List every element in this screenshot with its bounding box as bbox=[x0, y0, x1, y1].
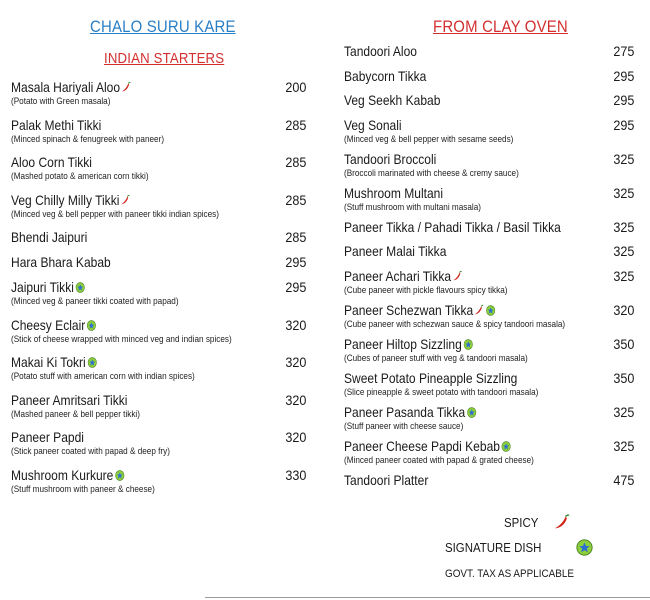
menu-item-name bbox=[344, 437, 511, 455]
menu-item bbox=[11, 353, 306, 391]
menu-item-row bbox=[344, 91, 634, 109]
menu-item-name-text: Babycorn Tikka bbox=[344, 67, 427, 84]
chili-icon bbox=[121, 81, 131, 93]
menu-item-name-text: Tandoori Platter bbox=[344, 471, 429, 488]
menu-item-row bbox=[344, 369, 634, 387]
signature-star-icon bbox=[576, 539, 593, 556]
menu-item-name-text: Paneer Hiltop Sizzling bbox=[344, 335, 462, 352]
chili-icon bbox=[452, 270, 462, 282]
menu-item-price: 320 bbox=[612, 301, 634, 318]
signature-star-icon bbox=[486, 305, 495, 316]
menu-item bbox=[344, 42, 634, 67]
menu-item-row bbox=[11, 191, 306, 209]
menu-item-description: (Minced veg & bell pepper with paneer tikki indian spices) bbox=[11, 208, 219, 220]
menu-item-name-text: Mushroom Kurkure bbox=[11, 466, 114, 483]
legend-spicy-label: SPICY bbox=[504, 515, 539, 530]
menu-item-price: 325 bbox=[612, 243, 634, 259]
menu-item bbox=[344, 267, 634, 301]
menu-item-row bbox=[11, 428, 306, 446]
menu-item-price: 325 bbox=[612, 184, 634, 201]
menu-item-price: 350 bbox=[612, 335, 634, 352]
menu-item-price: 350 bbox=[612, 369, 634, 386]
menu-item-row bbox=[344, 116, 634, 134]
chili-icon bbox=[120, 194, 130, 206]
menu-item bbox=[344, 67, 634, 92]
menu-item bbox=[344, 91, 634, 116]
menu-item-name bbox=[11, 353, 97, 371]
menu-item bbox=[344, 437, 634, 471]
menu-item-name bbox=[344, 471, 428, 489]
menu-item-price: 200 bbox=[284, 79, 306, 95]
menu-item-row bbox=[11, 116, 306, 134]
menu-item-name-text: Paneer Amritsari Tikki bbox=[11, 391, 128, 408]
menu-item-row bbox=[11, 466, 306, 484]
menu-item-name bbox=[11, 253, 111, 271]
menu-item-description: (Stuff mushroom with multani masala) bbox=[344, 201, 481, 213]
menu-item-name-text: Aloo Corn Tikki bbox=[11, 154, 92, 170]
menu-item bbox=[344, 184, 634, 218]
menu-item-price: 320 bbox=[284, 391, 306, 408]
menu-item bbox=[11, 466, 306, 504]
menu-item-name-text: Paneer Malai Tikka bbox=[344, 243, 447, 259]
menu-item-description: (Cube paneer with pickle flavours spicy tikka) bbox=[344, 284, 508, 296]
menu-item-name bbox=[11, 153, 92, 171]
menu-item bbox=[344, 150, 634, 184]
menu-item-name-text: Makai Ki Tokri bbox=[11, 354, 86, 370]
menu-item-name-text: Mushroom Multani bbox=[344, 184, 444, 201]
menu-item-description: (Slice pineapple & sweet potato with tandoori masala) bbox=[344, 386, 539, 398]
menu-item-name-text: Sweet Potato Pineapple Sizzling bbox=[344, 369, 518, 386]
menu-item-name bbox=[344, 403, 476, 421]
menu-item bbox=[11, 278, 306, 316]
menu-item-name-text: Paneer Tikka / Pahadi Tikka / Basil Tikka bbox=[344, 218, 561, 235]
menu-item-name bbox=[344, 67, 426, 85]
menu-item-price: 285 bbox=[284, 116, 306, 133]
menu-item bbox=[11, 391, 306, 429]
menu-item-name-text: Tandoori Broccoli bbox=[344, 150, 437, 167]
menu-item-price: 320 bbox=[284, 354, 306, 370]
menu-item bbox=[11, 316, 306, 354]
menu-item-description: (Potato stuff with american corn with indian spices) bbox=[11, 371, 195, 382]
menu-item-description: (Minced veg & bell pepper with sesame seeds) bbox=[344, 133, 514, 145]
menu-item-name-text: Bhendi Jaipuri bbox=[11, 229, 88, 245]
menu-item-row bbox=[344, 242, 634, 260]
menu-item-price: 295 bbox=[612, 92, 634, 108]
menu-item-name bbox=[11, 228, 87, 246]
chili-icon bbox=[553, 513, 571, 531]
menu-item-row bbox=[11, 153, 306, 171]
menu-item-name bbox=[344, 218, 561, 236]
menu-item-price: 295 bbox=[612, 116, 634, 133]
menu-item-description: (Minced veg & paneer tikki coated with papad) bbox=[11, 296, 179, 307]
menu-item-name bbox=[344, 301, 496, 319]
menu-item-price: 295 bbox=[284, 254, 306, 270]
bottom-divider bbox=[205, 597, 650, 598]
menu-item-name-text: Palak Methi Tikki bbox=[11, 116, 102, 133]
menu-item-name bbox=[11, 191, 131, 209]
menu-item-description: (Stuff mushroom with paneer & cheese) bbox=[11, 483, 155, 495]
menu-item bbox=[11, 228, 306, 253]
menu-item-row bbox=[344, 67, 634, 85]
menu-item-row bbox=[344, 403, 634, 421]
menu-item-name-text: Cheesy Eclair bbox=[11, 316, 86, 333]
menu-item-name bbox=[344, 116, 402, 134]
menu-item-name bbox=[344, 42, 417, 60]
menu-item-name-text: Masala Hariyali Aloo bbox=[11, 79, 121, 95]
menu-item-row bbox=[344, 301, 634, 319]
menu-item bbox=[11, 191, 306, 229]
menu-item bbox=[11, 116, 306, 154]
menu-item-name bbox=[11, 116, 101, 134]
menu-item-name bbox=[344, 184, 443, 202]
menu-item-price: 320 bbox=[284, 316, 306, 333]
menu-item-name bbox=[344, 369, 517, 387]
menu-item bbox=[344, 471, 634, 496]
menu-item-name bbox=[344, 335, 473, 353]
menu-item bbox=[344, 369, 634, 403]
menu-item-price: 285 bbox=[284, 191, 306, 208]
menu-item-price: 295 bbox=[284, 279, 306, 295]
signature-star-icon bbox=[115, 470, 124, 481]
menu-item-name-text: Paneer Schezwan Tikka bbox=[344, 301, 474, 318]
menu-item-name-text: Jaipuri Tikki bbox=[11, 279, 74, 295]
menu-item-name-text: Paneer Achari Tikka bbox=[344, 267, 452, 284]
menu-item-row bbox=[11, 78, 306, 96]
menu-item-description: (Mashed potato & american corn tikki) bbox=[11, 171, 149, 182]
menu-item bbox=[344, 116, 634, 150]
menu-item-row bbox=[11, 278, 306, 296]
chili-icon bbox=[474, 304, 484, 316]
signature-star-icon bbox=[76, 282, 85, 293]
menu-item-row bbox=[11, 253, 306, 271]
menu-item-price: 325 bbox=[612, 150, 634, 167]
menu-item-name bbox=[344, 267, 462, 285]
legend-signature-label: SIGNATURE DISH bbox=[445, 540, 542, 555]
menu-item bbox=[11, 78, 306, 116]
menu-item-name bbox=[11, 278, 85, 296]
menu-item-price: 330 bbox=[284, 466, 306, 483]
menu-item-row bbox=[344, 471, 634, 489]
menu-item-row bbox=[344, 335, 634, 353]
menu-item-description: (Stick of cheese wrapped with minced veg and indian spices) bbox=[11, 333, 232, 345]
menu-item bbox=[11, 153, 306, 191]
menu-item-row bbox=[11, 316, 306, 334]
menu-item-name bbox=[11, 391, 127, 409]
menu-item-description: (Cubes of paneer stuff with veg & tandoori masala) bbox=[344, 352, 528, 364]
menu-item-description: (Potato with Green masala) bbox=[11, 96, 111, 107]
menu-item-price: 285 bbox=[284, 154, 306, 170]
menu-item bbox=[11, 428, 306, 466]
tax-note: GOVT. TAX AS APPLICABLE bbox=[445, 568, 574, 580]
menu-item-name bbox=[11, 316, 96, 334]
menu-item-description: (Minced paneer coated with papad & grated cheese) bbox=[344, 454, 534, 466]
signature-star-icon bbox=[467, 407, 476, 418]
menu-item-description: (Stuff paneer with cheese sauce) bbox=[344, 420, 464, 432]
menu-item-name bbox=[344, 242, 446, 260]
menu-item-price: 325 bbox=[612, 437, 634, 454]
menu-item-name bbox=[11, 466, 125, 484]
page-title: CHALO SURU KARE bbox=[90, 17, 236, 36]
menu-item-description: (Mashed paneer & bell pepper tikki) bbox=[11, 408, 140, 420]
menu-item-name-text: Veg Chilly Milly Tikki bbox=[11, 191, 120, 208]
menu-item bbox=[344, 242, 634, 267]
menu-item-price: 325 bbox=[612, 267, 634, 284]
menu-item-name bbox=[344, 150, 436, 168]
menu-item-description: (Broccoli marinated with cheese & cremy sauce) bbox=[344, 167, 519, 179]
menu-item-row bbox=[11, 391, 306, 409]
legend-signature bbox=[445, 539, 593, 556]
menu-item-row bbox=[11, 353, 306, 371]
signature-star-icon bbox=[502, 441, 511, 452]
menu-item-name bbox=[11, 78, 131, 96]
signature-star-icon bbox=[87, 357, 96, 368]
section-title-indian-starters: INDIAN STARTERS bbox=[104, 50, 225, 67]
menu-item-row bbox=[344, 218, 634, 236]
menu-item bbox=[344, 335, 634, 369]
menu-item-description: (Cube paneer with schezwan sauce & spicy tandoori masala) bbox=[344, 318, 566, 330]
menu-item-name bbox=[11, 428, 84, 446]
menu-item bbox=[11, 253, 306, 278]
menu-item-description: (Minced spinach & fenugreek with paneer) bbox=[11, 133, 165, 145]
section-title-clay-oven: FROM CLAY OVEN bbox=[433, 17, 568, 36]
menu-item bbox=[344, 403, 634, 437]
menu-item-name-text: Tandoori Aloo bbox=[344, 43, 417, 59]
menu-item bbox=[344, 301, 634, 335]
menu-item-price: 325 bbox=[612, 218, 634, 235]
menu-item bbox=[344, 218, 634, 243]
menu-item-price: 325 bbox=[612, 403, 634, 420]
menu-item-row bbox=[344, 267, 634, 285]
menu-item-price: 295 bbox=[612, 67, 634, 84]
menu-item-description: (Stick paneer coated with papad & deep fry) bbox=[11, 446, 170, 457]
legend-spicy bbox=[504, 513, 571, 531]
signature-star-icon bbox=[464, 339, 473, 350]
menu-item-price: 320 bbox=[284, 429, 306, 445]
menu-item-row bbox=[344, 184, 634, 202]
menu-item-row bbox=[344, 437, 634, 455]
indian-starters-list bbox=[11, 78, 306, 503]
menu-item-row bbox=[11, 228, 306, 246]
menu-item-name-text: Paneer Papdi bbox=[11, 429, 84, 445]
menu-item-row bbox=[344, 42, 634, 60]
menu-item-name-text: Veg Seekh Kabab bbox=[344, 92, 441, 108]
menu-item-price: 285 bbox=[284, 229, 306, 245]
menu-item-name-text: Paneer Pasanda Tikka bbox=[344, 403, 466, 420]
menu-item-name-text: Paneer Cheese Papdi Kebab bbox=[344, 437, 500, 454]
menu-item-price: 475 bbox=[612, 471, 634, 488]
clay-oven-list bbox=[344, 42, 634, 495]
menu-item-name bbox=[344, 91, 440, 109]
menu-item-name-text: Hara Bhara Kabab bbox=[11, 254, 111, 270]
signature-star-icon bbox=[87, 320, 96, 331]
menu-item-name-text: Veg Sonali bbox=[344, 116, 402, 133]
menu-item-price: 275 bbox=[612, 43, 634, 59]
menu-item-row bbox=[344, 150, 634, 168]
